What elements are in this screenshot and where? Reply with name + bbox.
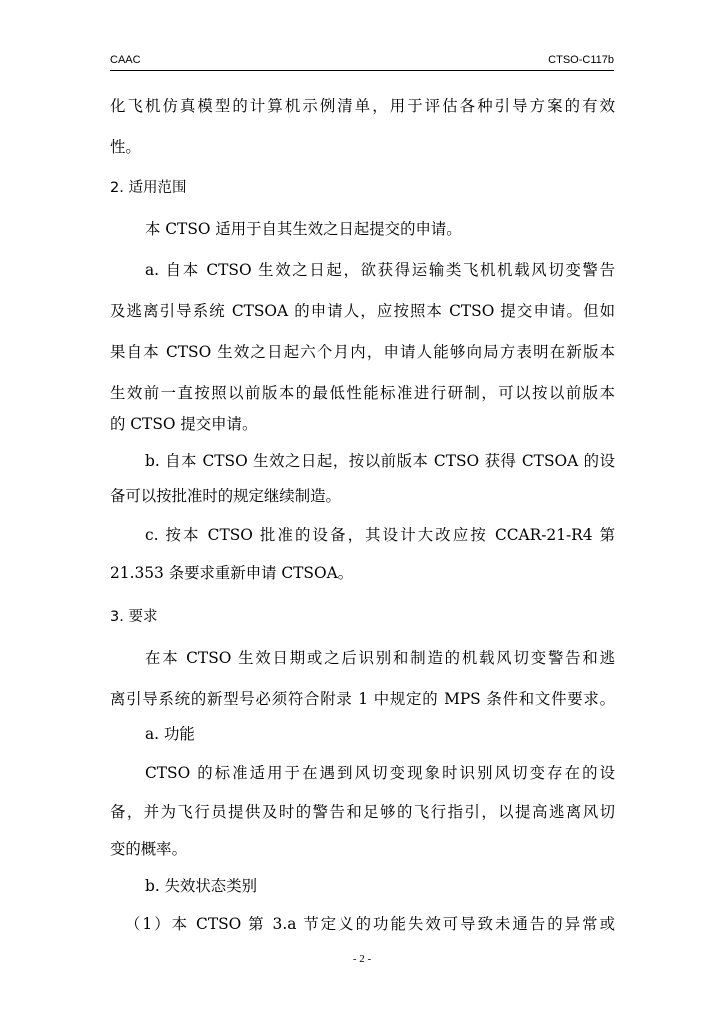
body-line: a. 自本 CTSO 生效之日起，欲获得运输类飞机机载风切变警告 (145, 261, 615, 279)
body-line: 性。 (110, 138, 141, 156)
body-line: 变的概率。 (110, 840, 187, 858)
body-line: 及逃离引导系统 CTSOA 的申请人，应按照本 CTSO 提交申请。但如 (110, 302, 615, 320)
body-line: 21.353 条要求重新申请 CTSOA。 (110, 564, 354, 582)
body-line: （1）本 CTSO 第 3.a 节定义的功能失效可导致未通告的异常或 (125, 915, 615, 933)
body-line: 化飞机仿真模型的计算机示例清单，用于评估各种引导方案的有效 (110, 97, 615, 115)
body-line: 备可以按批准时的规定继续制造。 (110, 487, 341, 505)
body-line: 果自本 CTSO 生效之日起六个月内，申请人能够向局方表明在新版本 (110, 343, 615, 361)
body-line: 在本 CTSO 生效日期或之后识别和制造的机载风切变警告和逃 (145, 649, 615, 667)
body-line: 离引导系统的新型号必须符合附录 1 中规定的 MPS 条件和文件要求。 (110, 690, 615, 708)
section-heading-requirements: 3. 要求 (110, 609, 158, 625)
header-org: CAAC (110, 54, 141, 66)
header-doc-id: CTSO-C117b (548, 54, 614, 66)
body-line: 生效前一直按照以前版本的最低性能标准进行研制，可以按以前版本 (110, 384, 615, 402)
body-line: 本 CTSO 适用于自其生效之日起提交的申请。 (145, 220, 462, 238)
body-line: 的 CTSO 提交申请。 (110, 415, 258, 433)
section-heading-scope: 2. 适用范围 (110, 180, 187, 196)
header-rule (110, 70, 614, 71)
subsection-heading-function: a. 功能 (145, 725, 195, 743)
body-line: c. 按本 CTSO 批准的设备，其设计大改应按 CCAR-21-R4 第 (145, 526, 615, 544)
body-line: 备，并为飞行员提供及时的警告和足够的飞行指引，以提高逃离风切 (110, 803, 615, 821)
body-line: b. 自本 CTSO 生效之日起，按以前版本 CTSO 获得 CTSOA 的设 (145, 452, 615, 470)
subsection-heading-failure-category: b. 失效状态类别 (145, 877, 257, 895)
page-number: - 2 - (352, 953, 372, 965)
body-line: CTSO 的标准适用于在遇到风切变现象时识别风切变存在的设 (145, 764, 615, 782)
